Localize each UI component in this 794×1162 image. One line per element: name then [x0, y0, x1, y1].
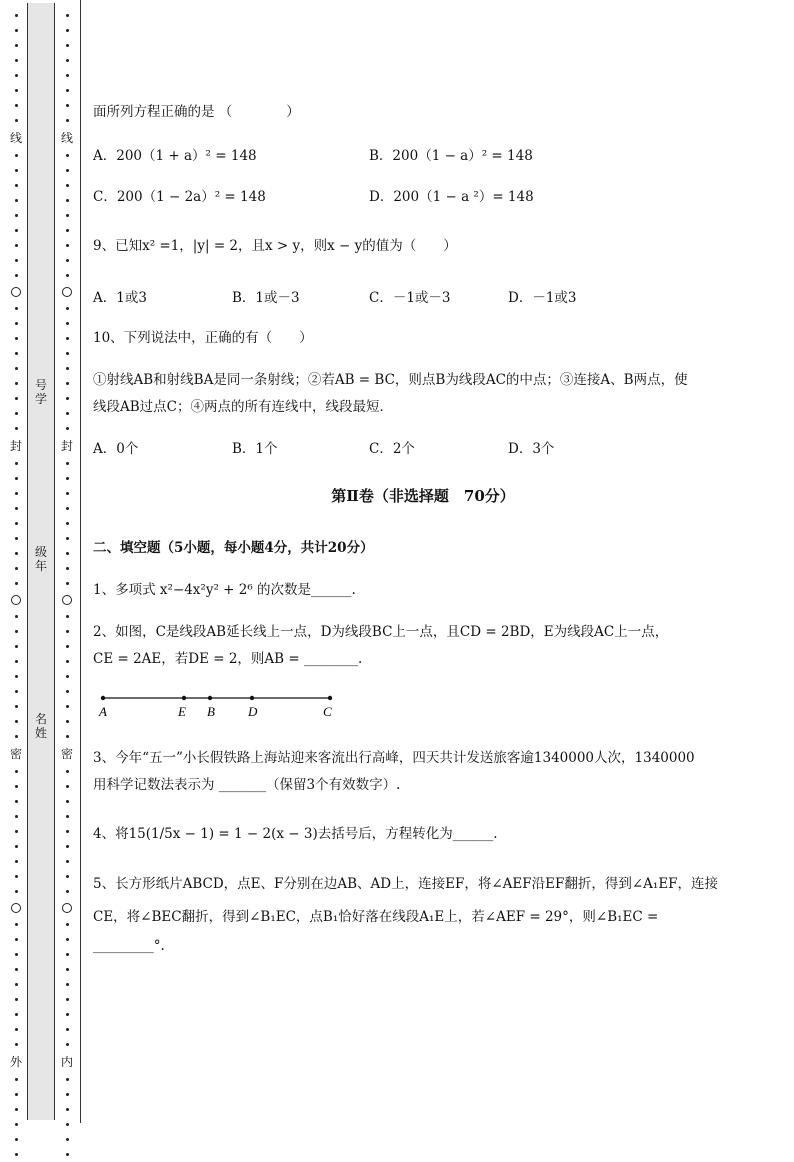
inner-margin-dot: [66, 923, 69, 926]
outer-margin-dot: [15, 983, 18, 986]
outer-margin-dot: [15, 412, 18, 415]
outer-margin-dot: [15, 507, 18, 510]
inner-margin-dot: [66, 89, 69, 92]
outer-margin-dot: [15, 154, 18, 157]
point-c-label: C: [323, 704, 332, 719]
inner-margin-dot: [66, 1093, 69, 1096]
point-d-dot: [250, 696, 254, 700]
outer-margin-dot: [15, 169, 18, 172]
inner-margin-dot: [66, 44, 69, 47]
outer-margin-dot: [15, 104, 18, 107]
outer-margin-dot: [15, 199, 18, 202]
fill-q5-line1: 5、长方形纸片ABCD，点E、F分别在边AB、AD上，连接EF，将∠AEF沿EF翻折，得到∠A₁EF，连接: [93, 876, 719, 892]
point-b-dot: [208, 696, 212, 700]
outer-margin-label: 密: [10, 747, 23, 761]
name-label: 名姓: [34, 712, 47, 740]
q10-stem: 10、下列说法中，正确的有（ ）: [93, 330, 313, 346]
inner-margin-dot: [66, 785, 69, 788]
outer-margin-dot: [15, 630, 18, 633]
outer-margin-dot: [15, 1028, 18, 1031]
point-b-label: B: [207, 704, 215, 719]
inner-margin-dot: [66, 720, 69, 723]
outer-margin-label: 线: [10, 131, 23, 145]
inner-margin-dot: [66, 875, 69, 878]
segment-figure: [93, 688, 353, 724]
student-number-label: 号学: [34, 378, 47, 406]
point-a-dot: [101, 696, 105, 700]
outer-margin-dot: [15, 29, 18, 32]
outer-margin-dot: [15, 322, 18, 325]
outer-margin-dot: [15, 89, 18, 92]
outer-margin-dot: [15, 119, 18, 122]
inner-margin-dot: [66, 1123, 69, 1126]
inner-margin-dot: [66, 953, 69, 956]
inner-margin-dot: [66, 352, 69, 355]
inner-margin-dot: [66, 199, 69, 202]
inner-margin-dot: [66, 1028, 69, 1031]
outer-margin-dot: [15, 1093, 18, 1096]
inner-margin-dot: [66, 119, 69, 122]
outer-margin-dot: [15, 720, 18, 723]
inner-margin-dot: [66, 615, 69, 618]
outer-margin-dot: [15, 1138, 18, 1141]
q9-option-a: A．1或3: [93, 290, 147, 306]
outer-margin-dot: [15, 1013, 18, 1016]
outer-margin-dot: [15, 1123, 18, 1126]
outer-margin-dot: [15, 938, 18, 941]
outer-margin-dot: [15, 337, 18, 340]
outer-margin-dot: [15, 953, 18, 956]
inner-margin-dot: [66, 705, 69, 708]
outer-margin-dot: [15, 770, 18, 773]
grade-label: 级年: [34, 545, 47, 573]
inner-margin-dot: [66, 983, 69, 986]
inner-margin-circle: [62, 903, 72, 913]
q10-statement-line1: ①射线AB和射线BA是同一条射线；②若AB = BC，则点B为线段AC的中点；③连接A、B两点，使: [93, 372, 688, 388]
outer-margin-dot: [15, 660, 18, 663]
inner-margin-dot: [66, 214, 69, 217]
q8-stem-tail: 面所列方程正确的是 （ ）: [93, 104, 300, 120]
fill-q5-line3: _________°.: [93, 938, 165, 954]
outer-margin-dot: [15, 582, 18, 585]
inner-margin-dot: [66, 968, 69, 971]
outer-margin-dot: [15, 214, 18, 217]
inner-margin-dot: [66, 630, 69, 633]
inner-margin-circle: [62, 595, 72, 605]
inner-margin-dot: [66, 29, 69, 32]
inner-margin-dot: [66, 522, 69, 525]
outer-margin-dot: [15, 1108, 18, 1111]
inner-margin-dot: [66, 367, 69, 370]
outer-margin-dot: [15, 1043, 18, 1046]
inner-margin-dot: [66, 382, 69, 385]
q10-statement-line2: 线段AB过点C；④两点的所有连线中，线段最短．: [93, 399, 393, 415]
inner-margin-dot: [66, 59, 69, 62]
outer-margin-dot: [15, 274, 18, 277]
inner-margin-dot: [66, 660, 69, 663]
part-two-title: 第Ⅱ卷（非选择题 70分）: [331, 487, 515, 505]
inner-margin-dot: [66, 582, 69, 585]
inner-margin-dot: [66, 860, 69, 863]
outer-margin-circle: [11, 595, 21, 605]
outer-margin-dot: [15, 382, 18, 385]
inner-margin-label: 密: [61, 747, 74, 761]
outer-margin-dot: [15, 229, 18, 232]
fill-q2-line1: 2、如图，C是线段AB延长线上一点，D为线段BC上一点，且CD = 2BD，E为线段AC上一点，: [93, 624, 669, 640]
outer-margin-dot: [15, 74, 18, 77]
inner-margin-dot: [66, 1153, 69, 1156]
outer-margin-label: 封: [10, 439, 23, 453]
inner-margin-label: 封: [61, 439, 74, 453]
inner-margin-label: 线: [61, 131, 74, 145]
fill-q3-line2: 用科学记数法表示为 _______（保留3个有效数字）.: [93, 777, 401, 793]
inner-margin-dot: [66, 14, 69, 17]
outer-margin-dot: [15, 815, 18, 818]
outer-margin-dot: [15, 675, 18, 678]
fill-q1: 1、多项式 x²−4x²y² + 2⁶ 的次数是______.: [93, 582, 356, 598]
q8-option-a: A．200（1 + a）² = 148: [93, 148, 257, 164]
inner-margin-dot: [66, 74, 69, 77]
q9-option-d: D．－1或3: [508, 290, 577, 306]
inner-margin-dot: [66, 477, 69, 480]
outer-margin-dot: [15, 537, 18, 540]
fill-q5-line2: CE，将∠BEC翻折，得到∠B₁EC，点B₁恰好落在线段A₁E上，若∠AEF = 29°，则∠B₁EC =: [93, 909, 659, 925]
outer-margin-dot: [15, 830, 18, 833]
inner-margin-dot: [66, 1138, 69, 1141]
q9-option-c: C．－1或－3: [369, 290, 451, 306]
outer-margin-dot: [15, 615, 18, 618]
outer-margin-dot: [15, 860, 18, 863]
inner-margin-dot: [66, 229, 69, 232]
outer-margin-dot: [15, 1078, 18, 1081]
outer-margin-dot: [15, 14, 18, 17]
point-c-dot: [328, 696, 332, 700]
q10-option-d: D．3个: [508, 441, 555, 457]
q8-option-c: C．200（1 − 2a）² = 148: [93, 189, 266, 205]
inner-margin-circle: [62, 287, 72, 297]
inner-margin-dot: [66, 507, 69, 510]
point-d-label: D: [248, 704, 258, 719]
outer-margin-dot: [15, 477, 18, 480]
outer-margin-dot: [15, 800, 18, 803]
q10-option-b: B．1个: [232, 441, 278, 457]
q9-stem: 9、已知x² =1，|y| = 2，且x > y，则x − y的值为（ ）: [93, 238, 457, 254]
outer-margin-dot: [15, 352, 18, 355]
inner-margin-dot: [66, 1013, 69, 1016]
inner-margin-dot: [66, 830, 69, 833]
inner-margin-dot: [66, 815, 69, 818]
inner-margin-dot: [66, 397, 69, 400]
q8-option-d: D．200（1 − a ²）= 148: [369, 189, 534, 205]
inner-margin-dot: [66, 104, 69, 107]
inner-margin-dot: [66, 800, 69, 803]
outer-margin-dot: [15, 44, 18, 47]
outer-margin-dot: [15, 307, 18, 310]
inner-margin-dot: [66, 1108, 69, 1111]
q10-option-a: A．0个: [93, 441, 139, 457]
fill-q2-line2: CE = 2AE，若DE = 2，则AB = ________.: [93, 651, 363, 667]
outer-margin-dot: [15, 923, 18, 926]
outer-margin-dot: [15, 59, 18, 62]
outer-margin-dot: [15, 567, 18, 570]
inner-margin-dot: [66, 184, 69, 187]
q9-option-b: B．1或－3: [232, 290, 300, 306]
outer-margin-dot: [15, 462, 18, 465]
outer-margin-circle: [11, 903, 21, 913]
inner-margin-dot: [66, 645, 69, 648]
outer-margin-dot: [15, 735, 18, 738]
inner-margin-dot: [66, 1078, 69, 1081]
outer-margin-dot: [15, 968, 18, 971]
inner-dotted-column: [61, 8, 74, 1162]
inner-margin-dot: [66, 690, 69, 693]
inner-margin-dot: [66, 492, 69, 495]
inner-margin-dot: [66, 412, 69, 415]
point-e-dot: [182, 696, 186, 700]
inner-margin-dot: [66, 169, 69, 172]
inner-margin-dot: [66, 274, 69, 277]
outer-margin-dot: [15, 244, 18, 247]
outer-margin-dot: [15, 427, 18, 430]
inner-margin-dot: [66, 259, 69, 262]
outer-margin-dot: [15, 875, 18, 878]
inner-margin-label: 内: [61, 1055, 74, 1069]
inner-margin-dot: [66, 307, 69, 310]
outer-margin-dot: [15, 259, 18, 262]
inner-margin-dot: [66, 552, 69, 555]
inner-margin-dot: [66, 462, 69, 465]
q10-option-c: C．2个: [369, 441, 415, 457]
outer-margin-dot: [15, 645, 18, 648]
inner-margin-dot: [66, 675, 69, 678]
fill-q3-line1: 3、今年“五一”小长假铁路上海站迎来客流出行高峰，四天共计发送旅客逾1340000人次，1340000: [93, 750, 695, 766]
inner-margin-dot: [66, 537, 69, 540]
outer-margin-label: 外: [10, 1055, 23, 1069]
fill-section-heading: 二、填空题（5小题，每小题4分，共计20分）: [93, 540, 374, 556]
fill-q4: 4、将15(1/5x − 1) = 1 − 2(x − 3)去括号后，方程转化为______.: [93, 826, 498, 842]
point-e-label: E: [178, 704, 186, 719]
outer-margin-dot: [15, 367, 18, 370]
inner-margin-dot: [66, 998, 69, 1001]
outer-margin-dot: [15, 998, 18, 1001]
outer-margin-dot: [15, 552, 18, 555]
outer-margin-dot: [15, 1153, 18, 1156]
outer-margin-dot: [15, 705, 18, 708]
inner-margin-dot: [66, 938, 69, 941]
outer-margin-dot: [15, 492, 18, 495]
inner-margin-dot: [66, 770, 69, 773]
outer-margin-dot: [15, 890, 18, 893]
inner-margin-dot: [66, 427, 69, 430]
outer-margin-circle: [11, 287, 21, 297]
inner-margin-dot: [66, 154, 69, 157]
binding-margin-border: [80, 0, 81, 1123]
outer-margin-dot: [15, 785, 18, 788]
outer-margin-dot: [15, 845, 18, 848]
inner-margin-dot: [66, 322, 69, 325]
outer-margin-dot: [15, 397, 18, 400]
outer-margin-dot: [15, 522, 18, 525]
outer-margin-dot: [15, 184, 18, 187]
inner-margin-dot: [66, 1043, 69, 1046]
inner-margin-dot: [66, 890, 69, 893]
inner-margin-dot: [66, 845, 69, 848]
inner-margin-dot: [66, 244, 69, 247]
outer-margin-dot: [15, 690, 18, 693]
q8-option-b: B．200（1 − a）² = 148: [369, 148, 533, 164]
point-a-label: A: [99, 704, 107, 719]
outer-dotted-column: [10, 8, 23, 1162]
inner-margin-dot: [66, 567, 69, 570]
inner-margin-dot: [66, 337, 69, 340]
inner-margin-dot: [66, 735, 69, 738]
